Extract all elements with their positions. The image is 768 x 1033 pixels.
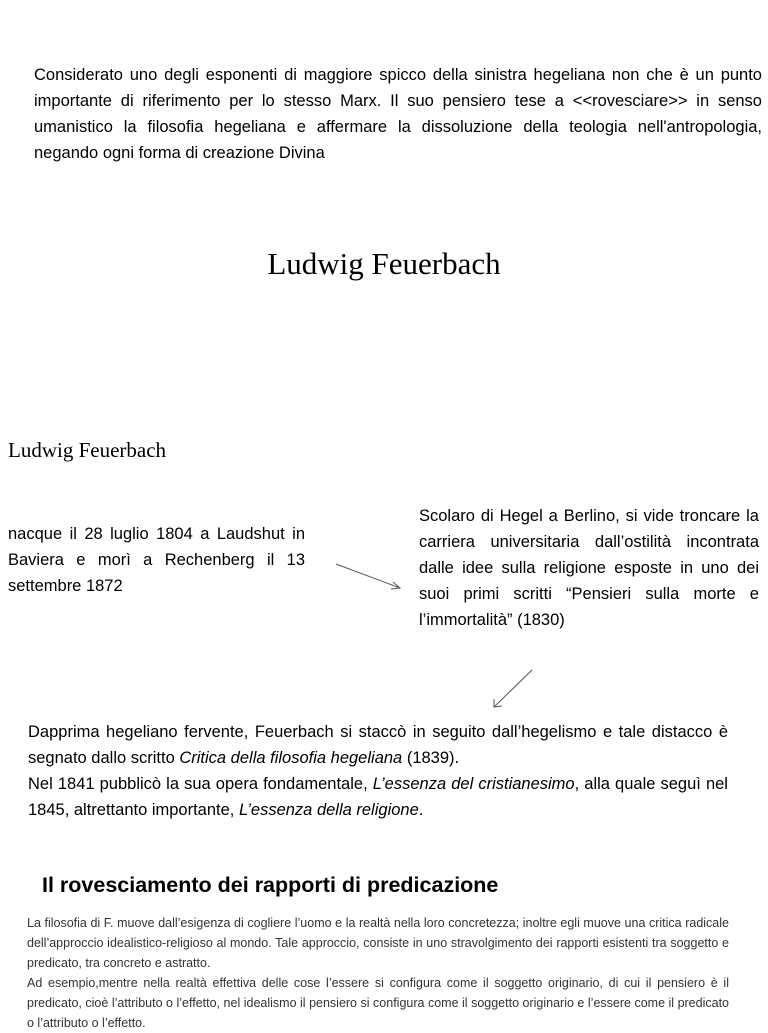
body-paragraph-2: Ad esempio,mentre nella realtà effettiva delle cose l’essere si configura come il soggetto originario, di cui il pensiero è il predicato, cioè l’attributo o l’effetto, nel idealismo il pensiero si configura come il soggetto originario e l’essere come il predicato o l’attributo o l’effetto. xyxy=(27,976,729,1030)
birth-paragraph: nacque il 28 luglio 1804 a Laudshut in Baviera e morì a Rechenberg il 13 settembre 1872 xyxy=(8,525,305,595)
student-paragraph: Scolaro di Hegel a Berlino, si vide troncare la carriera universitaria dall’ostilità incontrata dalle idee sulla religione esposte in uno dei suoi primi scritti “Pensieri sulla morte e l’immortalità” (1830) xyxy=(419,507,759,629)
work-title: L’essenza del cristianesimo xyxy=(372,775,575,793)
body-paragraph-1: La filosofia di F. muove dall’esigenza di cogliere l’uomo e la realtà nella loro concretezza; inoltre egli muove una critica radicale dell’approccio idealistico-religioso al mondo. Tale approccio, consiste in uno stravolgimento dei rapporti esistenti tra soggetto e predicato, tra concreto e astratto. xyxy=(27,916,729,970)
text-span: . xyxy=(418,801,424,819)
text-span: Dapprima hegeliano fervente, Feuerbach si staccò in seguito dall’hegelismo e tale distacco è segnato dallo scritto xyxy=(28,723,728,767)
work-title: L’essenza della religione xyxy=(238,801,419,819)
arrow-birth-to-student xyxy=(336,564,400,588)
arrowhead-1 xyxy=(391,582,400,589)
section-title: Il rovesciamento dei rapporti di predicazione xyxy=(42,873,499,897)
arrow-student-to-hegel xyxy=(494,670,532,707)
page-title: Ludwig Feuerbach xyxy=(267,246,501,281)
intro-paragraph: Considerato uno degli esponenti di maggiore spicco della sinistra hegeliana non che è un punto importante di riferimento per lo stesso Marx. Il suo pensiero tese a <<rovesciare>> in senso umanistico la filosofia hegeliana e affermare la dissoluzione della teologia nell'antropologia, negando ogni forma di creazione Divina xyxy=(34,66,762,162)
hegel-paragraph-1 xyxy=(28,719,728,771)
text-span: (1839). xyxy=(402,749,460,767)
subtitle: Ludwig Feuerbach xyxy=(8,438,167,462)
text-span: , alla quale seguì nel 1845, altrettanto importante, xyxy=(28,775,728,819)
text-span: Nel 1841 pubblicò la sua opera fondamentale, xyxy=(28,775,373,793)
arrowhead-2 xyxy=(494,699,502,707)
hegel-paragraph-2 xyxy=(28,771,728,823)
body-text xyxy=(27,913,729,1033)
hegel-paragraph xyxy=(28,719,728,823)
work-title: Critica della filosofia hegeliana xyxy=(179,749,403,767)
